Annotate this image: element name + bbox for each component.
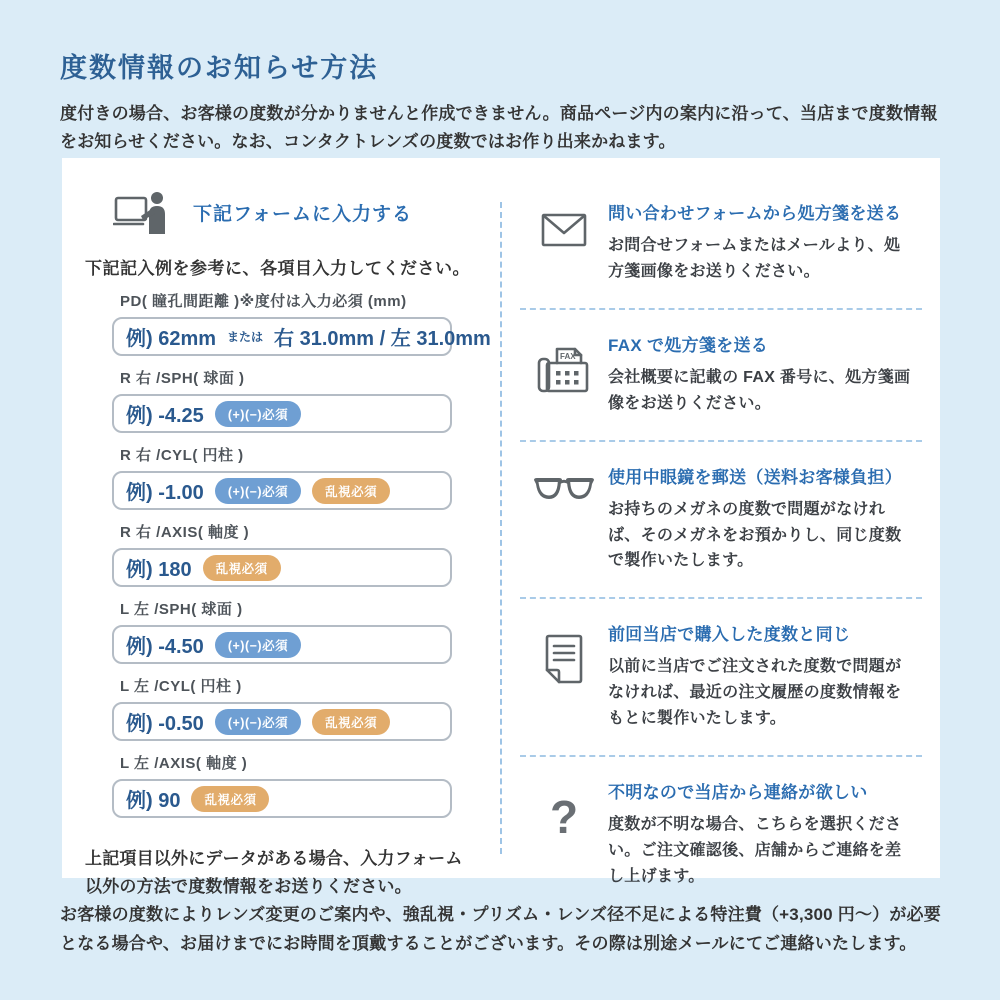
form-field — [112, 290, 500, 356]
person-at-screen-icon — [113, 190, 175, 234]
field-label: L 左 /SPH( 球面 ) — [120, 601, 243, 618]
example-text: 例) 62mm — [126, 328, 217, 350]
example-input-box — [112, 471, 452, 510]
example-input-box — [112, 702, 452, 741]
form-header — [113, 190, 500, 234]
example-text: または — [227, 330, 264, 344]
method-body: 度数が不明な場合、こちらを選択ください。ご注文確認後、店舗からご連絡を差し上げます。 — [608, 816, 902, 885]
example-text: 例) 90 — [126, 790, 181, 812]
question-icon: ? — [549, 791, 579, 844]
example-input-box — [112, 317, 491, 356]
method-title: 使用中眼鏡を郵送（送料お客様負担） — [608, 467, 903, 487]
example-text: 例) -1.00 — [126, 482, 204, 504]
form-field — [112, 752, 500, 818]
example-input-box — [112, 779, 452, 818]
method-title: 前回当店で購入した度数と同じ — [608, 625, 851, 645]
form-field — [112, 675, 500, 741]
method-body: 会社概要に記載の FAX 番号に、処方箋画像をお送りください。 — [608, 368, 911, 412]
field-label: L 左 /CYL( 円柱 ) — [120, 678, 242, 695]
example-text: 例) 180 — [126, 559, 192, 581]
form-column — [62, 158, 500, 896]
method-item — [520, 178, 922, 310]
sign-required-badge: (+)(−)必須 — [215, 709, 301, 735]
method-item — [520, 442, 922, 600]
example-text: 例) -4.25 — [126, 405, 204, 427]
method-title: 不明なので当店から連絡が欲しい — [608, 783, 868, 803]
form-field — [112, 367, 500, 433]
method-body: お持ちのメガネの度数で問題がなければ、そのメガネをお預かりし、同じ度数で製作いたします。 — [608, 500, 902, 570]
sign-required-badge: (+)(−)必須 — [215, 632, 301, 658]
form-fields — [112, 290, 500, 818]
astigmatism-required-badge: 乱視必須 — [312, 709, 390, 735]
field-label: L 左 /AXIS( 軸度 ) — [120, 755, 248, 772]
method-item — [520, 310, 922, 442]
sign-required-badge: (+)(−)必須 — [215, 478, 301, 504]
method-body: お問合せフォームまたはメールより、処方箋画像をお送りください。 — [608, 237, 901, 280]
method-item — [520, 757, 922, 913]
methods-panel — [62, 158, 940, 896]
form-note: 上記項目以外にデータがある場合、入力フォーム以外の方法で度数情報をお送りください。 — [85, 849, 463, 896]
form-field — [112, 598, 500, 664]
field-label: R 右 /SPH( 球面 ) — [120, 370, 245, 387]
form-section-title: 下記フォームに入力する — [193, 203, 413, 225]
example-text: 例) -4.50 — [126, 636, 204, 658]
example-text: 右 31.0mm / 左 31.0mm — [274, 328, 491, 350]
page-title: 度数情報のお知らせ方法 — [60, 53, 379, 83]
method-title: FAX で処方箋を送る — [608, 335, 769, 355]
method-body: 以前に当店でご注文された度数で問題がなければ、最近の注文履歴の度数情報をもとに製作いたします。 — [608, 658, 902, 728]
field-label: R 右 /AXIS( 軸度 ) — [120, 524, 250, 541]
example-input-box — [112, 394, 452, 433]
footer-note: お客様の度数によりレンズ変更のご案内や、強乱視・プリズム・レンズ径不足による特注費（+3,300 円〜）が必要となる場合や、お届けまでにお時間を頂戴することがございます。その際は別途メールにてご連絡いたします。 — [60, 905, 941, 953]
fax-icon — [520, 331, 608, 417]
sign-required-badge: (+)(−)必須 — [215, 401, 301, 427]
example-text: 例) -0.50 — [126, 713, 204, 735]
prescription-info-page — [0, 0, 1000, 156]
astigmatism-required-badge: 乱視必須 — [312, 478, 390, 504]
method-item — [520, 599, 922, 757]
intro-text: 度付きの場合、お客様の度数が分かりませんと作成できません。商品ページ内の案内に沿って、当店まで度数情報をお知らせください。なお、コンタクトレンズの度数ではお作り出来かねます。 — [60, 104, 938, 152]
astigmatism-required-badge: 乱視必須 — [191, 786, 269, 812]
example-input-box — [112, 625, 452, 664]
form-field — [112, 444, 500, 510]
svg-text:FAX: FAX — [560, 351, 576, 361]
form-field — [112, 521, 500, 587]
field-label: R 右 /CYL( 円柱 ) — [120, 447, 244, 464]
field-label: PD( 瞳孔間距離 )※度付は入力必須 (mm) — [120, 293, 407, 310]
document-icon — [520, 620, 608, 732]
astigmatism-required-badge: 乱視必須 — [203, 555, 281, 581]
envelope-icon — [520, 199, 608, 285]
example-input-box — [112, 548, 452, 587]
methods-column — [502, 158, 940, 885]
method-title: 問い合わせフォームから処方箋を送る — [608, 204, 902, 223]
form-instruction: 下記記入例を参考に、各項目入力してください。 — [85, 259, 470, 278]
glasses-icon — [520, 463, 608, 575]
